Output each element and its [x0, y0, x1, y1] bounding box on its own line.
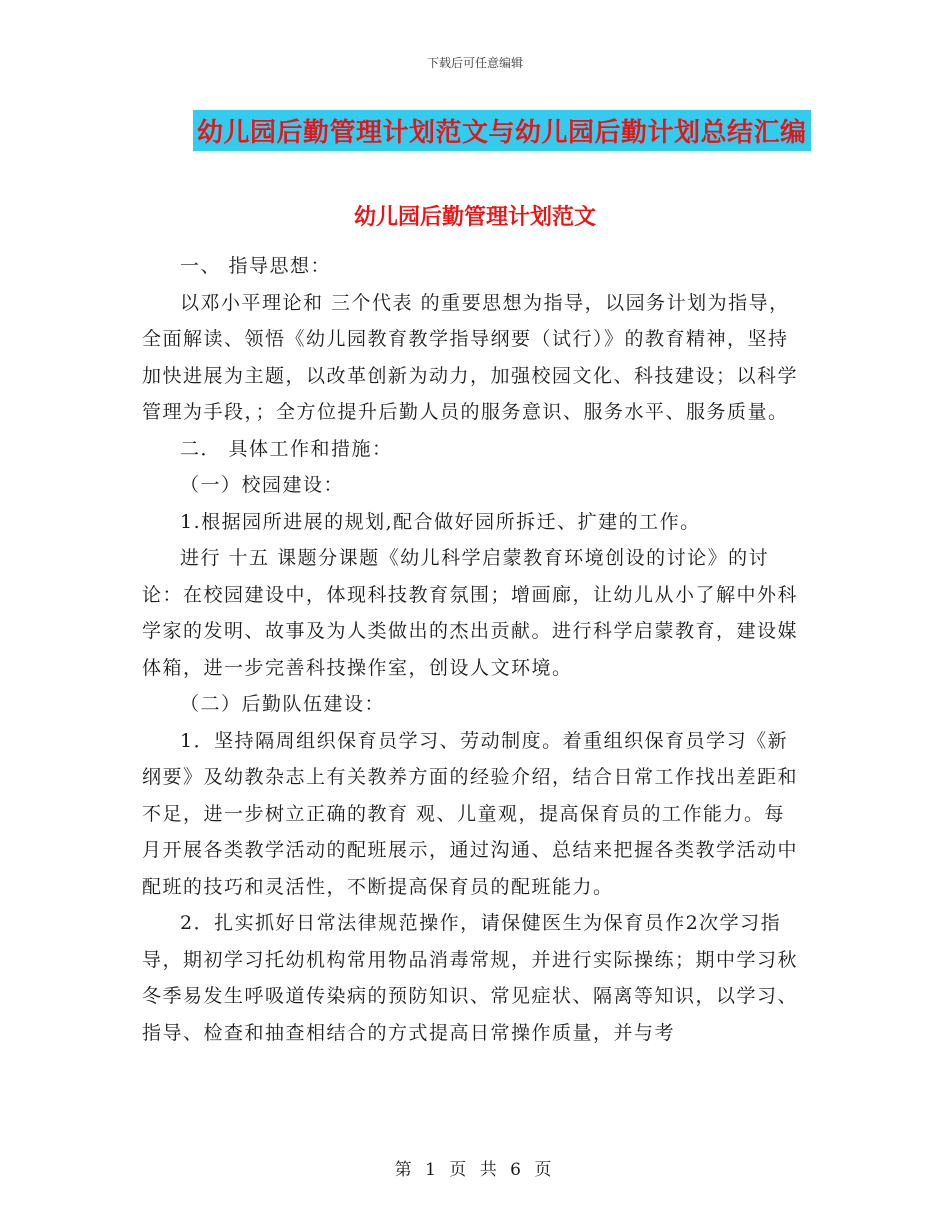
section-heading: 一、 指导思想： — [180, 255, 332, 277]
section-title: 幼儿园后勤管理计划范文 — [353, 204, 596, 230]
paragraph: 以邓小平理论和 三个代表 的重要思想为指导，以园务计划为指导，全面解读、领悟《幼儿园教育教学指导纲要（试行）》的教育精神，坚持加快进展为主题，以改革创新为动力，加强校园文化、科技建设；以科学管理为手段，；全方位提升后勤人员的服务意识、服务水平、服务质量。 — [142, 291, 799, 423]
subsection-heading: （一）校园建设： — [180, 474, 345, 496]
paragraph: 2．扎实抓好日常法律规范操作，请保健医生为保育员作2次学习指导，期初学习托幼机构常用物品消毒常规，并进行实际操练；期中学习秋冬季易发生呼吸道传染病的预防知识、常见症状、隔离等知识，以学习、指导、检查和抽查相结合的方式提高日常操作质量，并与考 — [142, 912, 799, 1044]
document-body — [142, 248, 802, 1051]
paragraph: 1.根据园所进展的规划,配合做好园所拆迁、扩建的工作。 — [180, 510, 701, 533]
subsection-heading: （二）后勤队伍建设： — [180, 693, 386, 715]
page-footer: 第 1 页 共 6 页 — [394, 1160, 556, 1180]
section-heading: 二． 具体工作和措施： — [180, 437, 393, 460]
paragraph: 进行 十五 课题分课题《幼儿科学启蒙教育环境创设的讨论》的讨论：在校园建设中，体现科技教育氛围；增画廊，让幼儿从小了解中外科学家的发明、故事及为人类做出的杰出贡献。进行科学启蒙教育，建设媒体箱，进一步完善科技操作室，创设人文环境。 — [142, 547, 799, 679]
document-title: 幼儿园后勤管理计划范文与幼儿园后勤计划总结汇编 — [193, 110, 811, 151]
header-note: 下载后可任意编辑 — [426, 56, 523, 70]
paragraph: 1．坚持隔周组织保育员学习、劳动制度。着重组织保育员学习《新纲要》及幼教杂志上有关教养方面的经验介绍，结合日常工作找出差距和不足，进一步树立正确的教育 观、儿童观，提高保育员的工作能力。每月开展各类教学活动的配班展示，通过沟通、总结来把握各类教学活动中配班的技巧和灵活性，不断提高保育员的配班能力。 — [142, 729, 799, 898]
